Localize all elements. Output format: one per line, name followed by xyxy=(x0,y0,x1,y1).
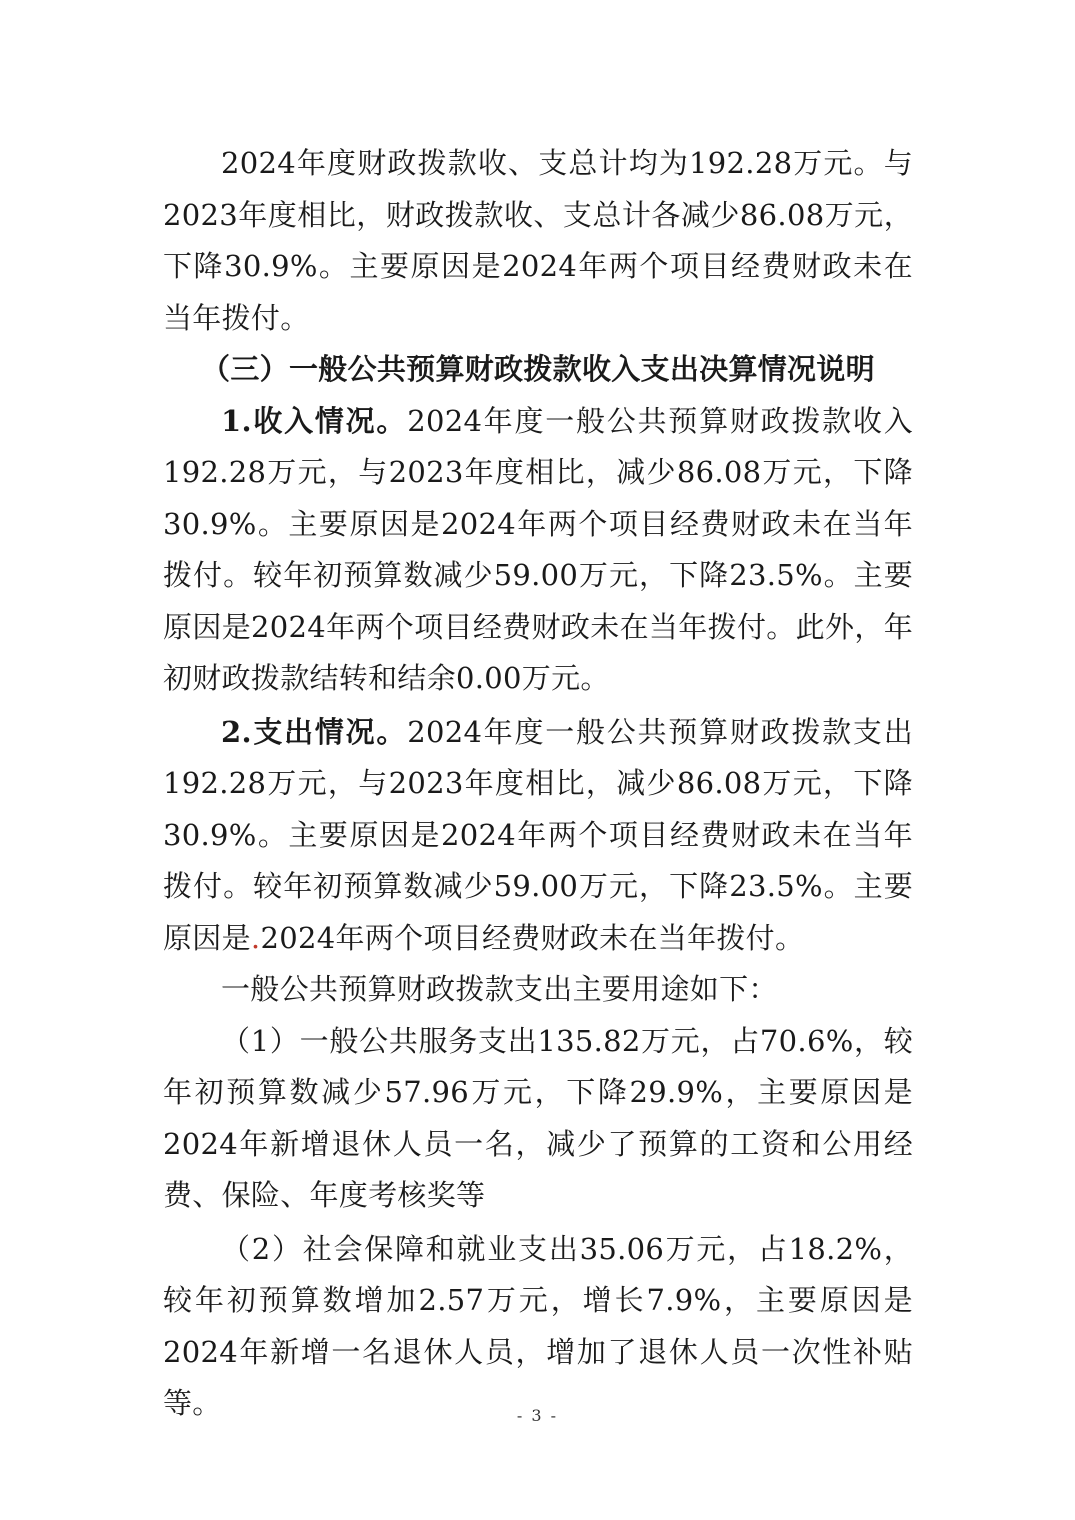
income-text: 2024年度一般公共预算财政拨款收入192.28万元，与2023年度相比，减少86.08万元，下降30.9%。主要原因是2024年两个项目经费财政未在当年拨付。较年初预算数减少59.00万元，下降23.5%。主要原因是2024年两个项目经费财政未在当年拨付。此外，年初财政拨款结转和结余0.00万元。 xyxy=(163,403,913,695)
paragraph-item-1: （1）一般公共服务支出135.82万元，占70.6%，较年初预算数减少57.96万元，下降29.9%，主要原因是2024年新增退休人员一名，减少了预算的工资和公用经费、保险、年度考核奖等 xyxy=(163,1023,913,1212)
paragraph-income xyxy=(163,396,913,705)
page-number: - 3 - xyxy=(516,1406,559,1425)
document-body xyxy=(163,138,913,1430)
paragraph-item-2: （2）社会保障和就业支出35.06万元，占18.2%，较年初预算数增加2.57万元，增长7.9%，主要原因是2024年新增一名退休人员，增加了退休人员一次性补贴等。 xyxy=(163,1231,913,1420)
paragraph-expense xyxy=(163,707,913,965)
income-label: 1.收入情况。 xyxy=(221,403,408,438)
expense-label: 2.支出情况。 xyxy=(221,714,408,749)
expense-text-a: 2024年度一般公共预算财政拨款支出192.28万元，与2023年度相比，减少86.08万元，下降30.9%。主要原因是2024年两个项目经费财政未在当年拨付。较年初预算数减少59.00万元，下降23.5%。主要原因是 xyxy=(163,714,913,955)
expense-text-b: 2024年两个项目经费财政未在当年拨付。 xyxy=(260,920,805,955)
expense-red-mark: . xyxy=(250,920,261,955)
paragraph-usage-intro: 一般公共预算财政拨款支出主要用途如下： xyxy=(221,972,778,1006)
paragraph-total-summary: 2024年度财政拨款收、支总计均为192.28万元。与2023年度相比，财政拨款收、支总计各减少86.08万元，下降30.9%。主要原因是2024年两个项目经费财政未在当年拨付。 xyxy=(163,146,913,335)
section-heading-3: （三）一般公共预算财政拨款收入支出决算情况说明 xyxy=(201,352,875,386)
